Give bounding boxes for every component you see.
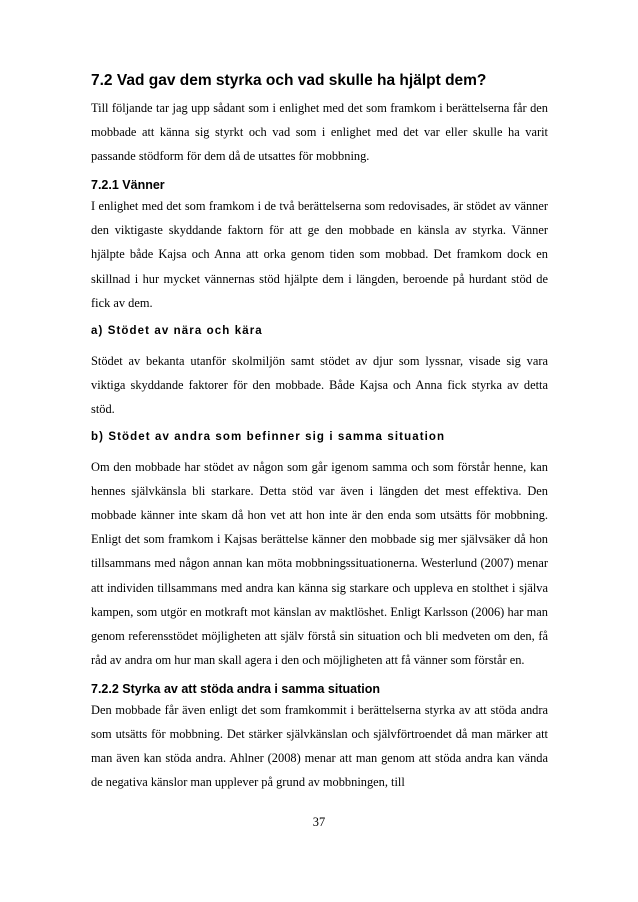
paragraph-vanner: I enlighet med det som framkom i de två berättelserna som redovisades, är stödet av vänner den viktigaste skyddande faktorn för att ge den mobbade en känsla av styrka. Vänner hjälpte både Kajsa och Anna att orka genom tiden som mobbad. Det framkom dock en skillnad i hur mycket vännernas stöd hjälpte dem i längden, beroende på hurdant stöd de fick av dem. (91, 199, 548, 310)
paragraph-stoda-andra: Den mobbade får även enligt det som framkommit i berättelserna styrka av att stöda andra som utsätts för mobbning. Det stärker självkänslan och självförtroendet då man märker att man även kan stöda andra. Ahlner (2008) menar att man genom att stöda andra kan vända de negativa känslor man upplever på grund av mobbningen, till (91, 702, 548, 790)
paragraph-samma-situation: Om den mobbade har stödet av någon som går igenom samma och som förstår henne, kan hennes självkänsla bli starkare. Detta stöd var även i längden det mest effektiva. Den mobbade känner inte skam då hon vet att hon inte är den enda som utsätts för mobbning. Enligt det som framkom i Kajsas berättelse känner den mobbade sig mer självsäker då hon tillsammans med någon annan kan möta mobbningssituationerna. Westerlund (2007) menar att individen tillsammans med andra kan känna sig starkare och uppleva en stolthet i själva kampen, som utgör en motkraft mot känslan av maktlöshet. Enligt Karlsson (2006) har man genom referensstödet möjligheten att själv förstå sin situation och bli medveten om den, få råd av andra om hur man skall agera i den och möjligheten att få vänner som förstår en. (91, 460, 548, 667)
section-heading-7-2-2: 7.2.2 Styrka av att stöda andra i samma situation (91, 681, 381, 696)
section-heading-7-2: 7.2 Vad gav dem styrka och vad skulle ha hjälpt dem? (91, 72, 487, 89)
subsection-heading-a: a) Stödet av nära och kära (91, 324, 263, 337)
paragraph-intro: Till följande tar jag upp sådant som i enlighet med det som framkom i berättelserna får den mobbade att känna sig styrkt och vad som i enlighet med det var eller skulle ha varit passande stödform för dem då de utsattes för mobbning. (91, 101, 548, 164)
paragraph-nara-och-kara: Stödet av bekanta utanför skolmiljön samt stödet av djur som lyssnar, visade sig vara viktiga skyddande faktorer för den mobbade. Både Kajsa och Anna fick styrka av detta stöd. (91, 353, 548, 416)
subsection-heading-b: b) Stödet av andra som befinner sig i samma situation (91, 431, 446, 444)
page-content (91, 72, 548, 794)
section-heading-7-2-1: 7.2.1 Vänner (91, 178, 165, 193)
page-number: 37 (312, 815, 326, 829)
